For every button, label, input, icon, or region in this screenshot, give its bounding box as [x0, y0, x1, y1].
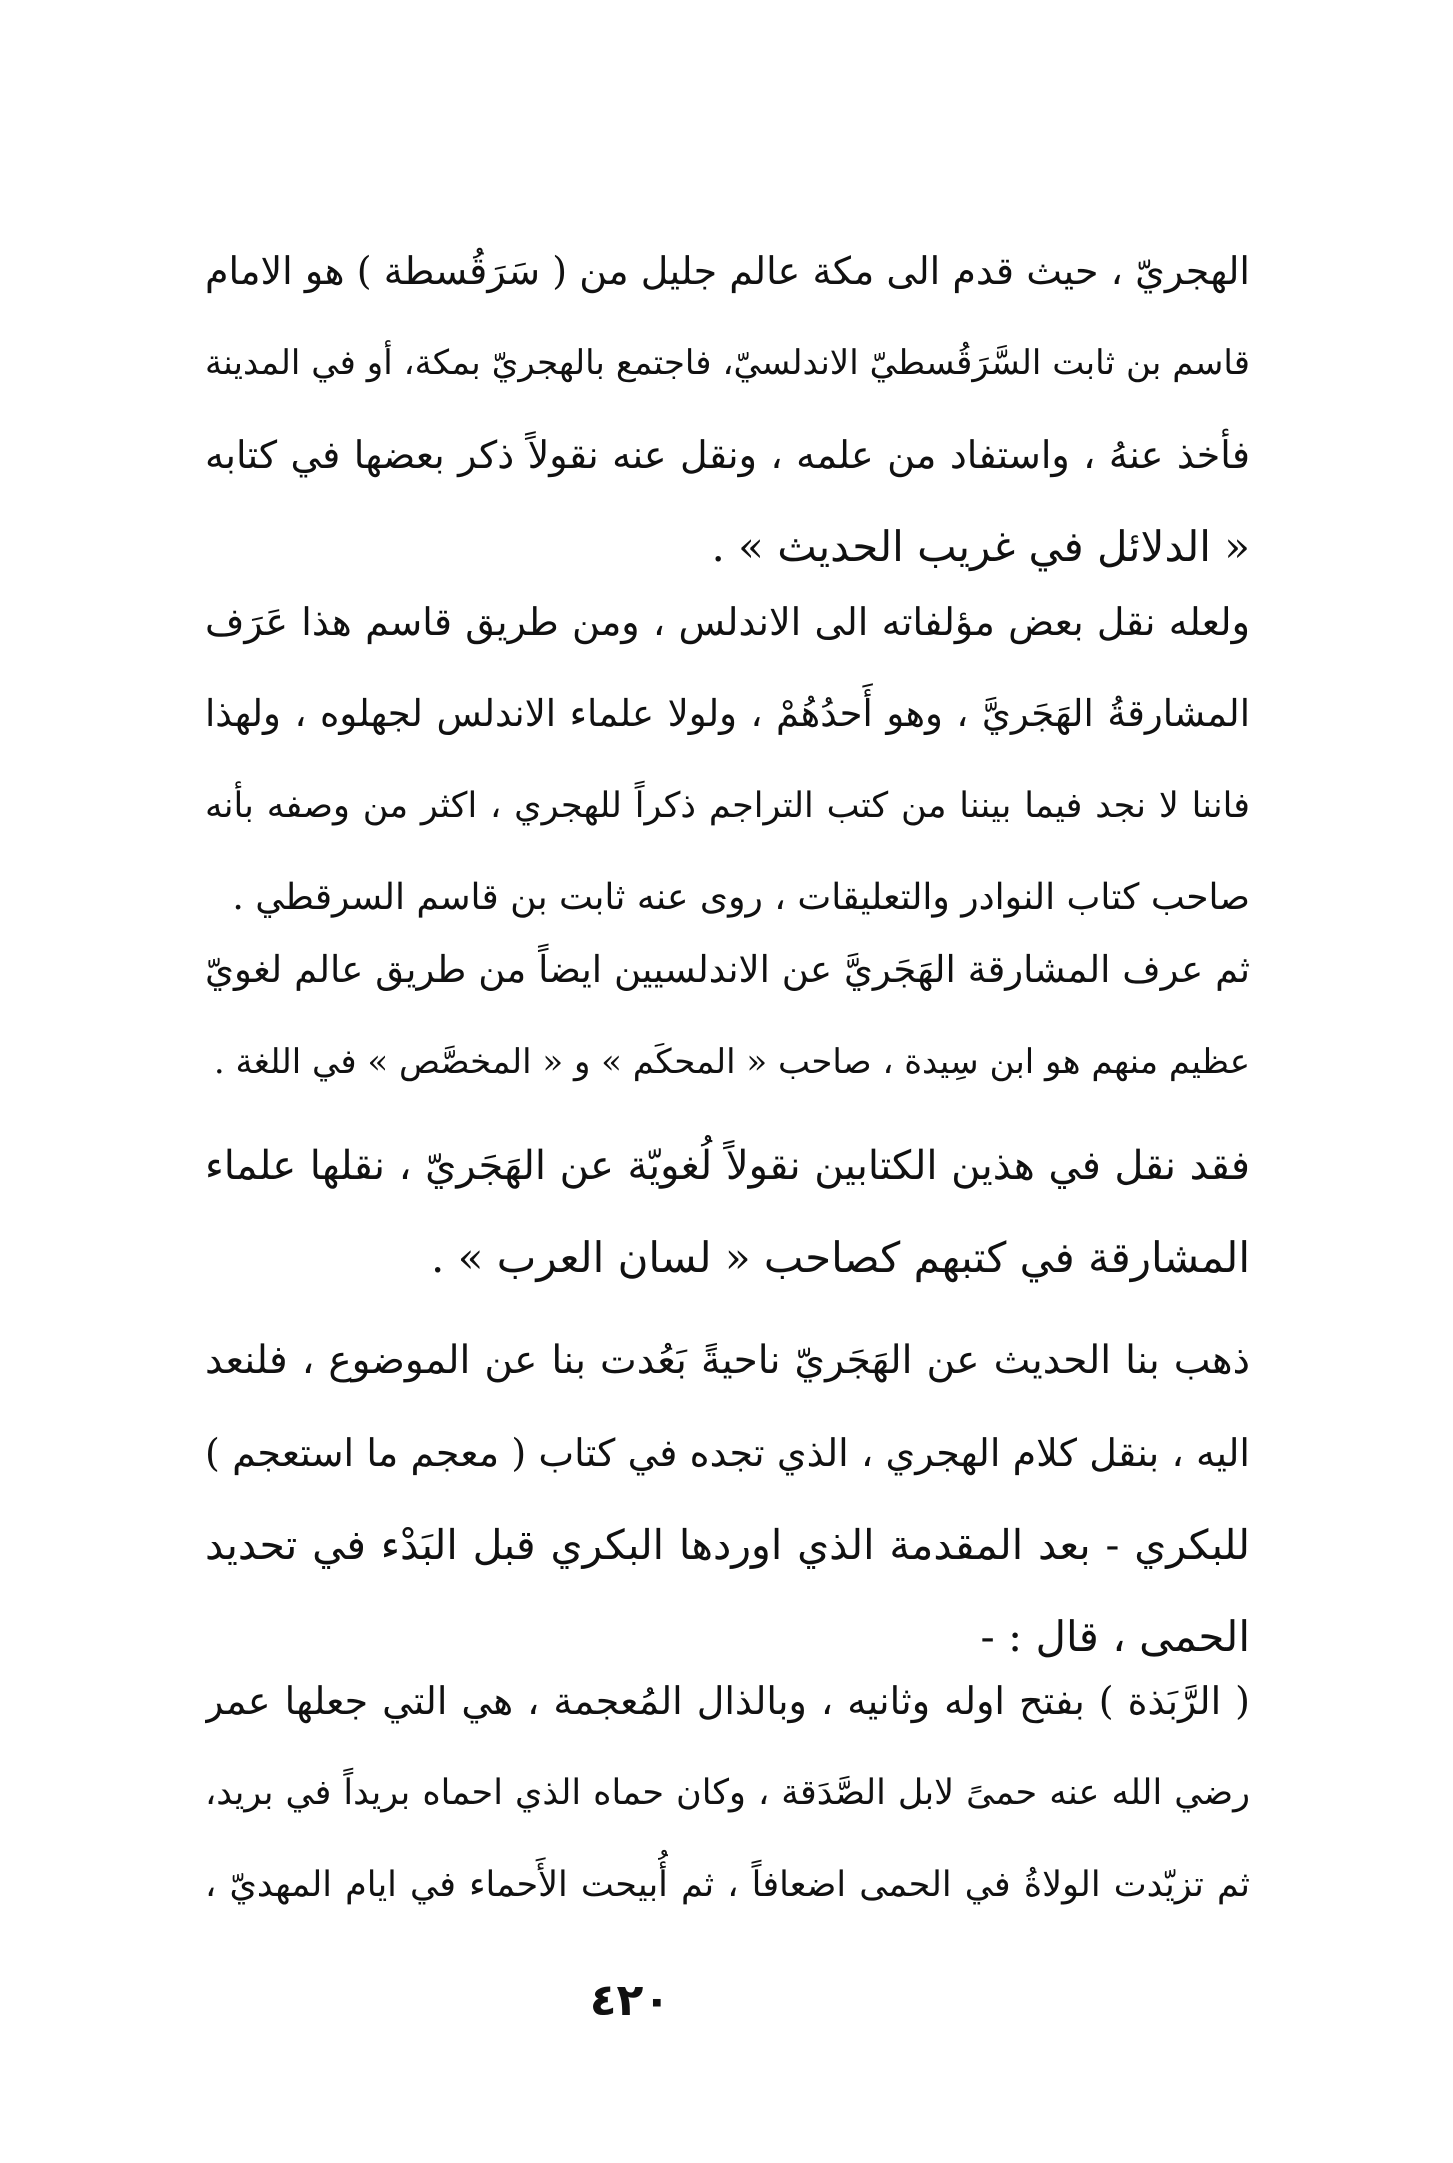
- text-line: « الدلائل في غريب الحديث » .: [711, 522, 1250, 571]
- text-line: فأخذ عنهُ ، واستفاد من علمه ، ونقل عنه نقولاً ذكر بعضها في كتابه: [205, 433, 1250, 477]
- text-line: ( الرَّبَذة ) بفتح اوله وثانيه ، وبالذال المُعجمة ، هي التي جعلها عمر: [205, 1679, 1250, 1723]
- paragraph-5: [205, 1315, 1250, 1683]
- text-line: المشارقة في كتبهم كصاحب « لسان العرب » .: [431, 1233, 1250, 1282]
- text-line: ذهب بنا الحديث عن الهَجَريّ ناحيةً بَعُدت بنا عن الموضوع ، فلنعد: [205, 1338, 1250, 1383]
- text-line: للبكري - بعد المقدمة الذي اوردها البكري قبل البَدْء في تحديد: [205, 1521, 1250, 1569]
- paragraph-4: [205, 1120, 1250, 1304]
- text-line: عظيم منهم هو ابن سِيدة ، صاحب « المحكَم » و « المخصَّص » في اللغة .: [213, 1042, 1250, 1082]
- text-line: فقد نقل في هذين الكتابين نقولاً لُغويّة عن الهَجَريّ ، نقلها علماء: [205, 1143, 1250, 1189]
- text-line: صاحب كتاب النوادر والتعليقات ، روى عنه ثابت بن قاسم السرقطي .: [232, 877, 1250, 918]
- paragraph-2: [205, 576, 1250, 944]
- text-line: رضي الله عنه حمىً لابل الصَّدَقة ، وكان حماه الذي احماه بريداً في بريد،: [205, 1773, 1250, 1813]
- paragraph-3: [205, 924, 1250, 1108]
- page-number: ٤٢٠: [589, 1975, 671, 2026]
- text-line: المشارقةُ الهَجَريَّ ، وهو أَحدُهُمْ ، ولولا علماء الاندلس لجهلوه ، ولهذا: [205, 692, 1250, 735]
- paragraph-1: [205, 225, 1250, 593]
- text-line: الهجريّ ، حيث قدم الى مكة عالم جليل من ( سَرَقُسطة ) هو الامام: [205, 249, 1250, 293]
- text-line: فاننا لا نجد فيما بيننا من كتب التراجم ذكراً للهجري ، اكثر من وصفه بأنه: [205, 786, 1250, 826]
- text-line: اليه ، بنقل كلام الهجري ، الذي تجده في كتاب ( معجم ما استعجم ): [205, 1431, 1250, 1475]
- text-line: قاسم بن ثابت السَّرَقُسطيّ الاندلسيّ، فاجتمع بالهجريّ بمكة، أو في المدينة: [205, 343, 1250, 383]
- text-line: ثم تزيّدت الولاةُ في الحمى اضعافاً ، ثم أُبيحت الأَحماء في ايام المهديّ ،: [205, 1865, 1250, 1905]
- text-line: الحمى ، قال : -: [980, 1612, 1250, 1661]
- text-line: ثم عرف المشارقة الهَجَريَّ عن الاندلسيين ايضاً من طريق عالم لغويّ: [205, 948, 1250, 991]
- text-line: ولعله نقل بعض مؤلفاته الى الاندلس ، ومن طريق قاسم هذا عَرَف: [205, 600, 1250, 644]
- paragraph-6: [205, 1655, 1250, 1931]
